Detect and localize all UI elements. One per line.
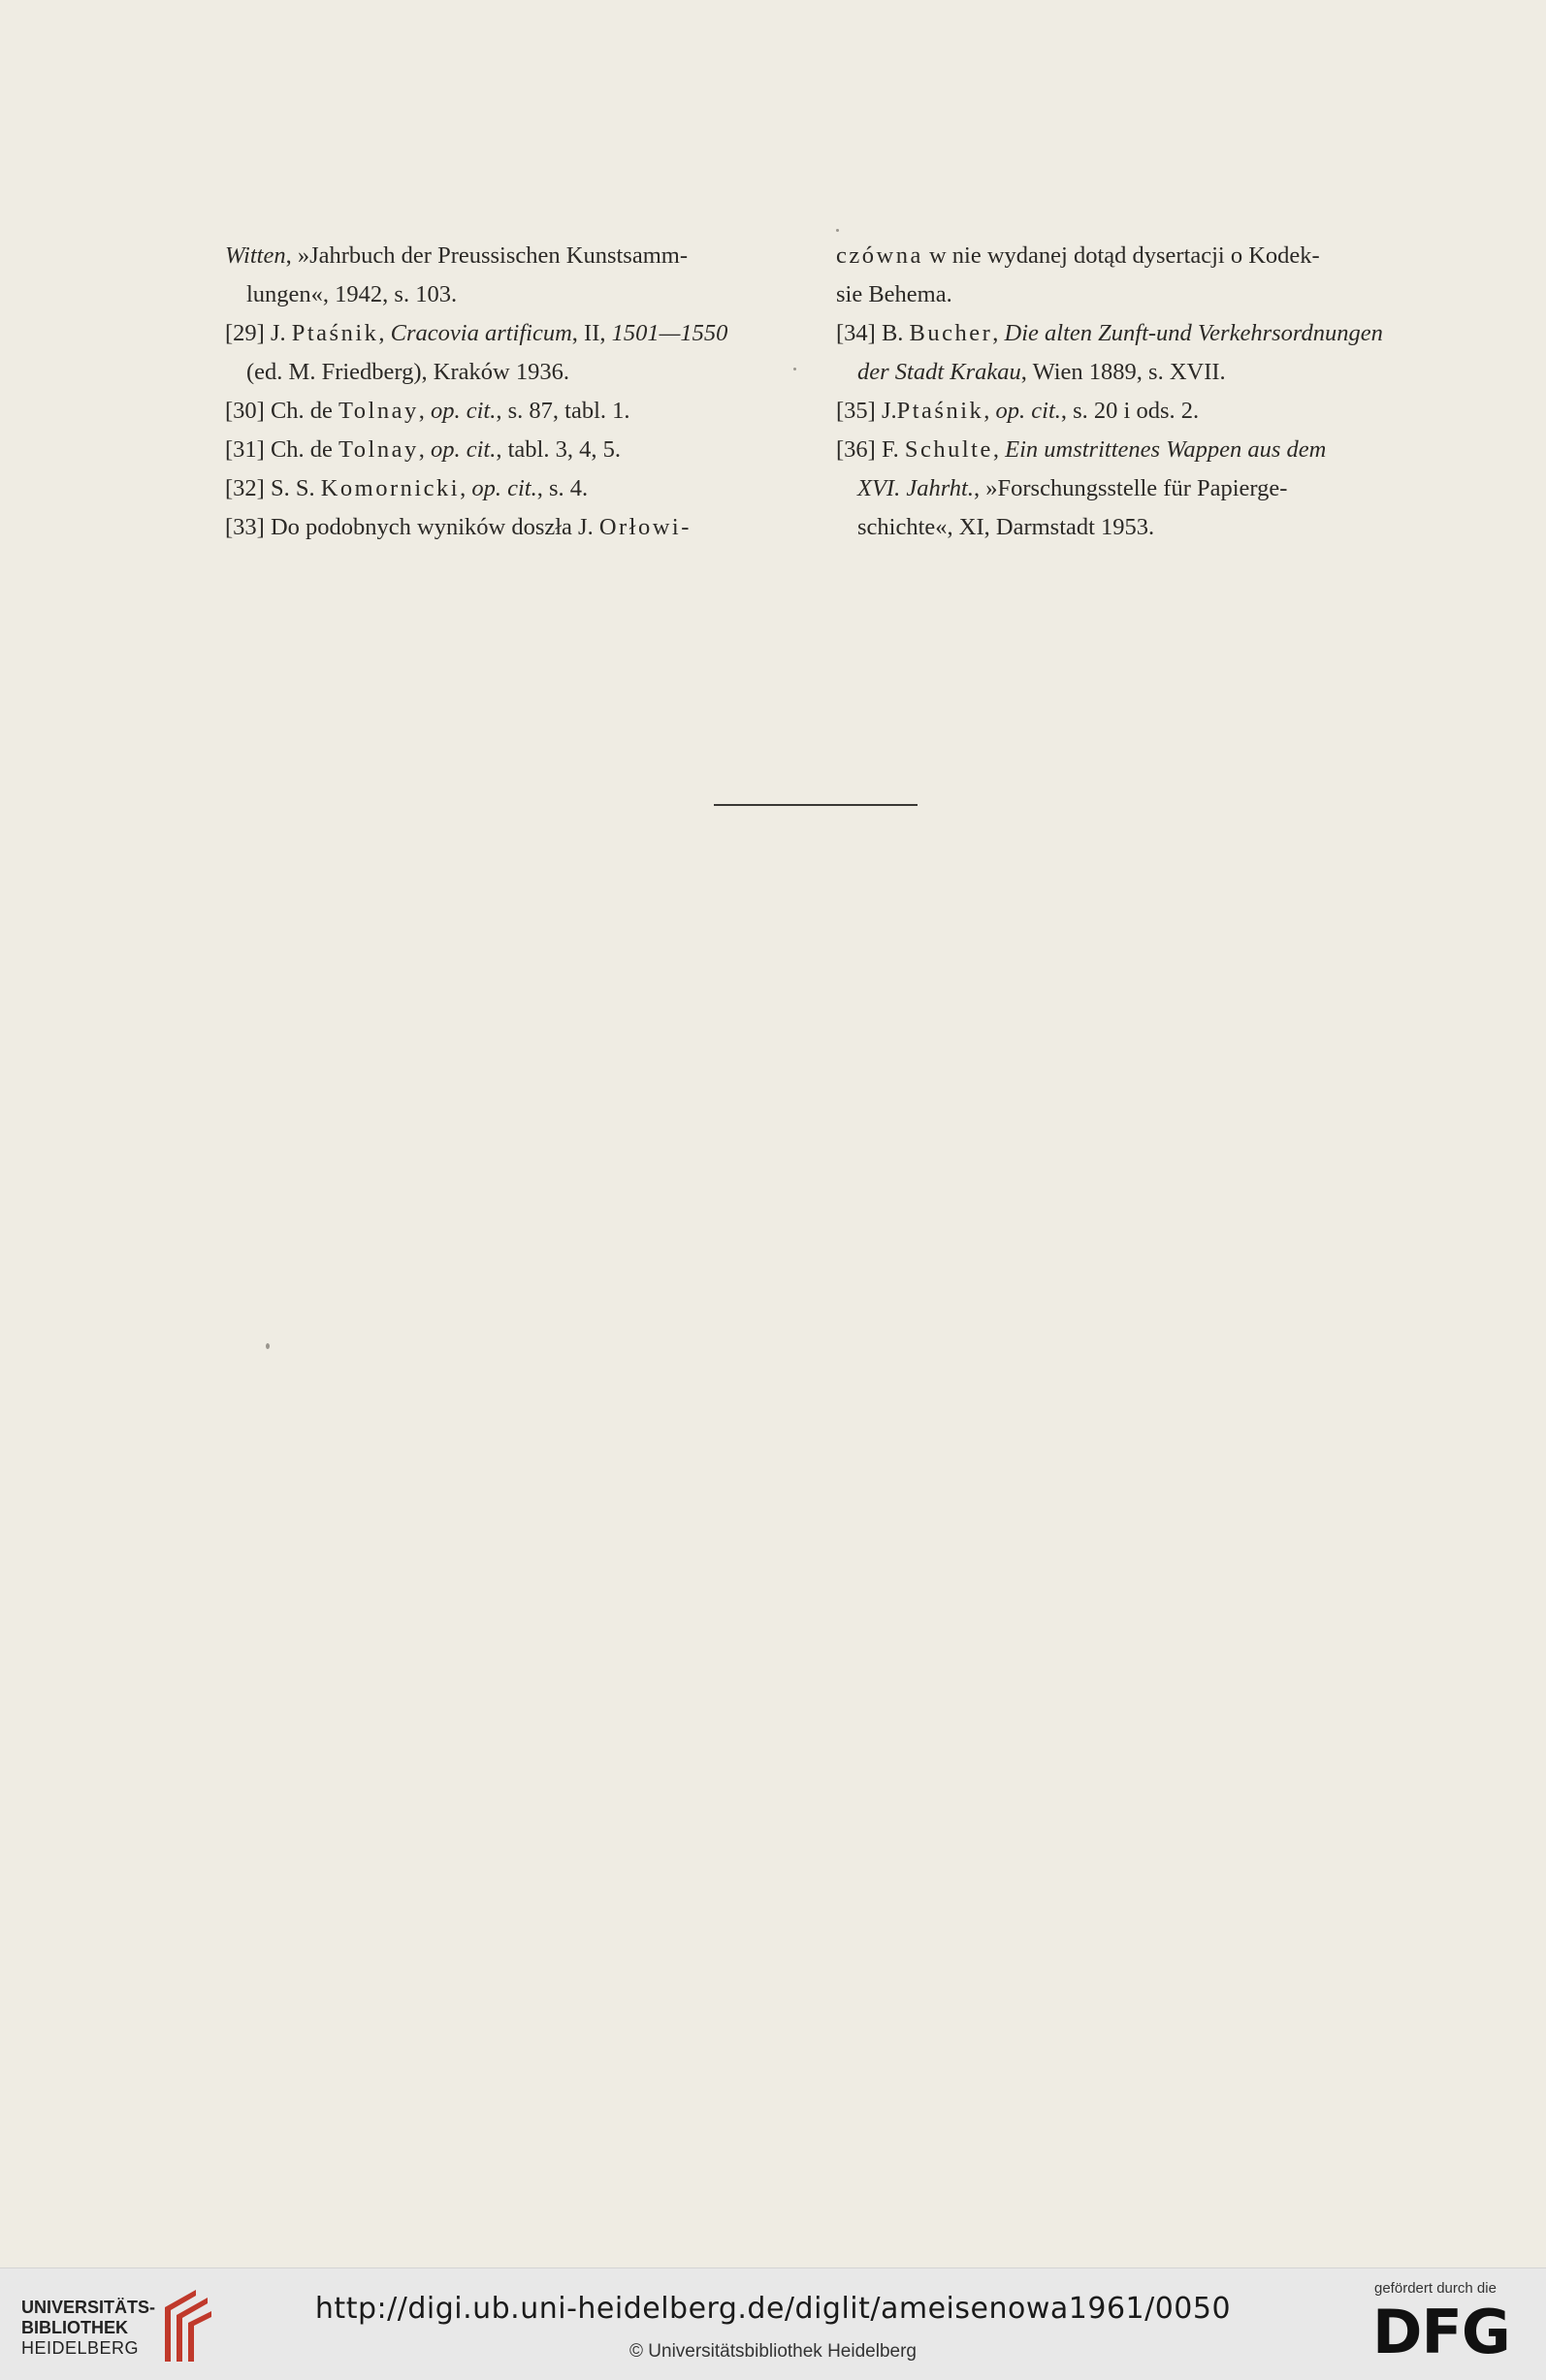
paper-speck	[836, 229, 839, 232]
dfg-logo[interactable]: DFG	[1372, 2297, 1510, 2367]
library-name-line-3: HEIDELBERG	[21, 2338, 140, 2358]
footnote-line	[836, 469, 1404, 508]
footnote-text: , s. 87, tabl. 1.	[496, 398, 630, 424]
footnote-text: [30] Ch. de	[225, 398, 339, 424]
permalink-url[interactable]: http://digi.ub.uni-heidelberg.de/diglit/ameisenowa1961/0050	[314, 2292, 1232, 2326]
footnote-text: schichte«, XI, Darmstadt 1953.	[857, 514, 1155, 540]
footnote-text: , s. 20 i ods. 2.	[1060, 398, 1200, 424]
footnote-text: ,	[992, 436, 1006, 463]
footnote-text: Cracovia artificum	[390, 320, 572, 346]
footnote-text: op. cit.	[471, 475, 537, 501]
footnote-text: Ptaśnik	[896, 398, 984, 424]
footnote-line	[225, 314, 797, 353]
section-end-rule	[714, 804, 918, 806]
footnote-text: [34] B.	[836, 320, 910, 346]
footnote-text: Ptaśnik	[291, 320, 379, 346]
footnote-text: ,	[460, 475, 472, 501]
footnote-text: op. cit.	[430, 436, 497, 463]
footnote-text: [35] J.	[836, 398, 897, 424]
footnote-text: ,	[983, 398, 996, 424]
footnote-text: [36] F.	[836, 436, 905, 463]
footnote-line	[225, 469, 797, 508]
footnote-text: , II,	[571, 320, 612, 346]
library-name-line-1: UNIVERSITÄTS-	[21, 2298, 156, 2317]
footnote-line	[836, 508, 1404, 547]
footnote-text: ,	[418, 398, 431, 424]
footnote-text: [29] J.	[225, 320, 292, 346]
footnote-text: ,	[378, 320, 391, 346]
footnote-text: , s. 4.	[536, 475, 589, 501]
footnote-text: XVI. Jahrht.	[857, 475, 974, 501]
footnote-text: sie Behema.	[836, 281, 952, 307]
footnote-text: der Stadt Krakau	[857, 359, 1021, 385]
footnote-text: op. cit.	[995, 398, 1061, 424]
footnote-line	[225, 431, 797, 469]
footnote-text: [32] S. S.	[225, 475, 321, 501]
paper-speck	[266, 1343, 270, 1349]
footnote-text: ,	[418, 436, 431, 463]
footnote-line	[836, 431, 1404, 469]
footnote-text: czówna	[836, 242, 923, 269]
footnote-line	[225, 353, 797, 392]
footnote-text: Komornicki	[320, 475, 461, 501]
footnote-text: Bucher	[909, 320, 993, 346]
footnotes-right-column	[836, 237, 1404, 547]
footnotes-left-column	[225, 237, 797, 547]
paper-speck	[793, 368, 796, 370]
footnote-text: , »Forschungsstelle für Papierge-	[974, 475, 1288, 501]
footnote-line	[225, 508, 797, 547]
footnote-text: Schulte	[904, 436, 993, 463]
footnote-text: , »Jahrbuch der Preussischen Kunstsamm-	[285, 242, 688, 269]
footnote-text: op. cit.	[430, 398, 497, 424]
footnote-text: Die alten Zunft-und Verkehrsordnungen	[1004, 320, 1383, 346]
footnote-text: [33] Do podobnych wyników doszła J.	[225, 514, 599, 540]
footnote-line	[225, 275, 797, 314]
funded-by-label: gefördert durch die	[1374, 2280, 1497, 2297]
footnote-text: Witten	[225, 242, 286, 269]
copyright-notice: © Universitätsbibliothek Heidelberg	[629, 2341, 917, 2362]
footnote-line	[836, 353, 1404, 392]
footnote-text: , tabl. 3, 4, 5.	[496, 436, 621, 463]
footnote-line	[836, 275, 1404, 314]
footnote-line	[225, 392, 797, 431]
footnote-line	[836, 237, 1404, 275]
footnote-text: 1501—1550	[611, 320, 728, 346]
footnote-line	[836, 314, 1404, 353]
footnote-text: ,	[992, 320, 1005, 346]
footnote-text: w nie wydanej dotąd dysertacji o Kodek-	[922, 242, 1320, 269]
footnote-text: Ein umstrittenes Wappen aus dem	[1005, 436, 1327, 463]
digitization-footer	[0, 2267, 1546, 2380]
footnote-line	[225, 237, 797, 275]
footnote-text: (ed. M. Friedberg), Kraków 1936.	[246, 359, 569, 385]
footnote-text: lungen«, 1942, s. 103.	[246, 281, 458, 307]
footnote-text: , Wien 1889, s. XVII.	[1020, 359, 1226, 385]
footnote-text: Tolnay	[338, 398, 419, 424]
footnote-text: Orłowi-	[598, 514, 692, 540]
library-name-line-2: BIBLIOTHEK	[21, 2318, 128, 2337]
footnote-text: Tolnay	[338, 436, 419, 463]
footnote-text: [31] Ch. de	[225, 436, 339, 463]
footnote-line	[836, 392, 1404, 431]
